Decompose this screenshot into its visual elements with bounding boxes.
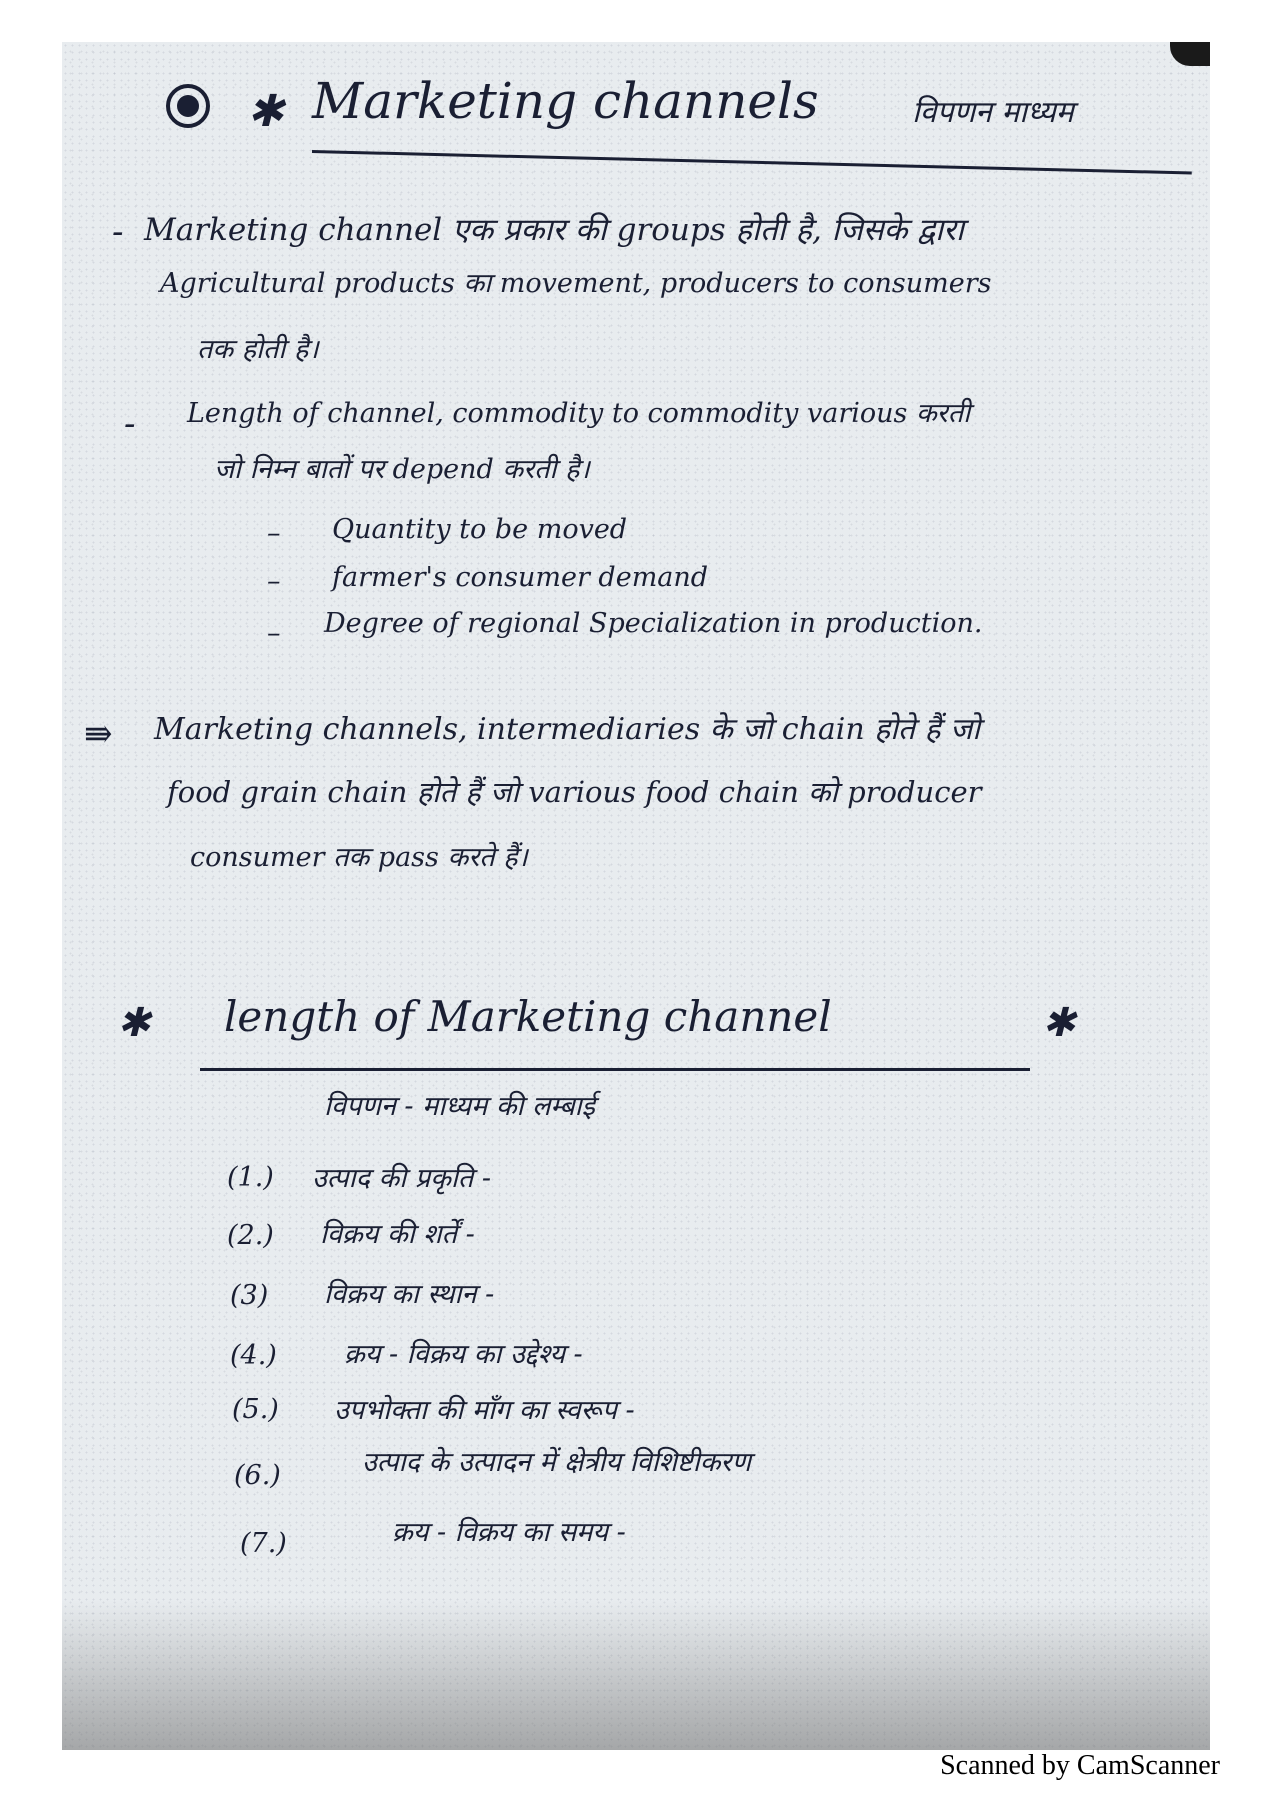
emblem-icon — [166, 84, 210, 128]
list-num: (5.) — [232, 1394, 279, 1425]
list-num: (3) — [230, 1280, 269, 1311]
sub-item: Degree of regional Specialization in production. — [324, 608, 983, 639]
sub-item-dash: – — [267, 618, 281, 649]
para2-line: जो निम्न बातों पर depend करती है। — [214, 454, 590, 485]
page-title-hindi: विपणन माध्यम — [912, 95, 1074, 130]
page-bottom-shadow — [62, 1600, 1210, 1750]
notebook-page — [62, 42, 1210, 1750]
title-prefix: ✱ — [247, 86, 284, 137]
para1-line: Marketing channel एक प्रकार की groups होती है, जिसके द्वारा — [144, 212, 964, 248]
list-item: क्रय - विक्रय का समय - — [392, 1517, 626, 1548]
scanner-watermark: Scanned by CamScanner — [940, 1750, 1220, 1781]
title-underline — [312, 150, 1192, 174]
list-item: उपभोक्ता की माँग का स्वरूप - — [334, 1395, 635, 1426]
section-star-left-icon: ✱ — [117, 1000, 151, 1046]
list-num: (4.) — [230, 1340, 277, 1371]
para1-line: Agricultural products का movement, producers to consumers — [160, 268, 992, 299]
section-underline — [200, 1068, 1030, 1071]
para1-bullet: - — [112, 212, 124, 252]
list-num: (7.) — [240, 1528, 287, 1559]
para3-line: food grain chain होते हैं जो various food chain को producer — [167, 775, 982, 809]
list-item: विक्रय का स्थान - — [324, 1279, 495, 1310]
list-num: (6.) — [234, 1460, 281, 1491]
list-item: विक्रय की शर्तें - — [320, 1219, 475, 1250]
sub-item-dash: – — [267, 518, 281, 549]
section-heading: length of Marketing channel — [224, 992, 832, 1041]
list-item: उत्पाद की प्रकृति - — [312, 1163, 492, 1194]
para2-line: Length of channel, commodity to commodity various करती — [187, 398, 971, 429]
page-corner-shadow — [1170, 42, 1210, 66]
sub-item-dash: – — [267, 566, 281, 597]
list-num: (2.) — [227, 1220, 274, 1251]
list-item: उत्पाद के उत्पादन में क्षेत्रीय विशिष्टीकरण — [362, 1447, 751, 1478]
page-title: Marketing channels — [312, 72, 819, 130]
sub-item: Quantity to be moved — [332, 514, 628, 545]
section-star-right-icon: ✱ — [1042, 1000, 1076, 1046]
para3-arrow-icon: ⇛ — [84, 714, 113, 754]
para3-line: Marketing channels, intermediaries के जो chain होते हैं जो — [154, 712, 981, 747]
list-item: क्रय - विक्रय का उद्देश्य - — [344, 1339, 583, 1370]
section-subheading: विपणन - माध्यम की लम्बाई — [324, 1091, 595, 1122]
list-num: (1.) — [227, 1162, 274, 1193]
para1-line: तक होती है। — [197, 334, 319, 365]
para2-bullet: - — [124, 404, 136, 444]
para3-line: consumer तक pass करते हैं। — [190, 842, 528, 873]
sub-item: farmer's consumer demand — [332, 562, 709, 593]
